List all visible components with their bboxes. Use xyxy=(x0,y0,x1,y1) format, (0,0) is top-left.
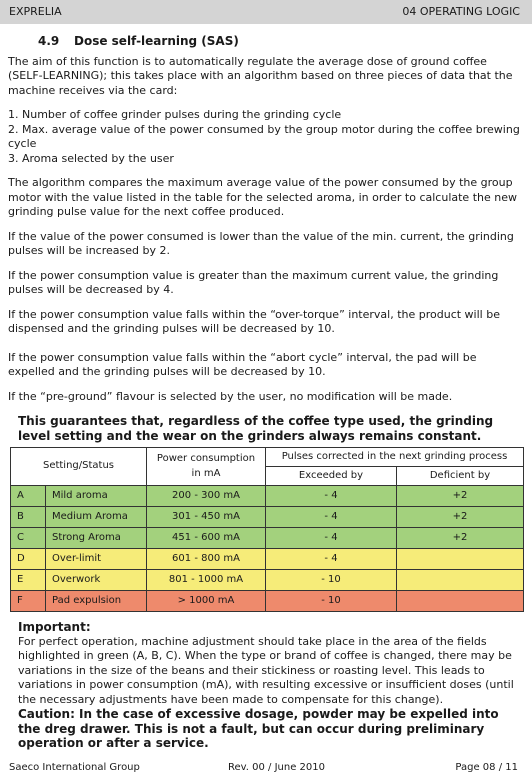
paragraph-abort-cycle: If the power consumption value falls within the “abort cycle” interval, the pad will be expelled and the grinding pulses will be decreased by 10. xyxy=(8,350,477,378)
cell-setting: Over-limit xyxy=(46,549,147,570)
header-pulses: Pulses corrected in the next grinding process xyxy=(266,448,524,467)
header-setting: Setting/Status xyxy=(11,448,147,486)
list-item: 2. Max. average value of the power consumed by the group motor during the coffee brewing cycle xyxy=(8,122,520,150)
guarantee-statement: This guarantees that, regardless of the coffee type used, the grinding level setting and the wear on the grinders always remains constant. xyxy=(18,414,494,443)
table-row xyxy=(11,549,524,570)
data-list xyxy=(8,108,524,166)
paragraph-pre-ground: If the “pre-ground” flavour is selected by the user, no modification will be made. xyxy=(8,389,453,403)
cell-letter: B xyxy=(11,507,46,528)
table-row xyxy=(11,591,524,612)
paragraph-algorithm: The algorithm compares the maximum average value of the power consumed by the group motor with the value listed in the table for the selected aroma, in order to calculate the new grinding pulse value for the next coffee produced. xyxy=(8,176,517,218)
cell-letter: A xyxy=(11,486,46,507)
cell-setting: Medium Aroma xyxy=(46,507,147,528)
cell-exceeded: - 10 xyxy=(266,570,397,591)
table-header-row xyxy=(11,448,524,467)
important-text: For perfect operation, machine adjustment should take place in the area of the fields highlighted in green (A, B, C). When the type or brand of coffee is changed, there may be variations in the size of the beans and their stickiness or roasting level. This leads to variations in power consumption (mA), with resulting excessive or insufficient doses (until the necessary adjustments have been made to compensate for this change). xyxy=(18,634,514,706)
footer-page-number: Page 08 / 11 xyxy=(455,762,518,773)
page-footer xyxy=(0,757,532,778)
cell-deficient: +2 xyxy=(397,507,524,528)
page-content xyxy=(8,34,524,751)
important-heading: Important: xyxy=(18,620,91,634)
cell-deficient xyxy=(397,549,524,570)
header-chapter: 04 OPERATING LOGIC xyxy=(402,5,520,18)
important-note xyxy=(18,620,524,751)
paragraph-max-current: If the power consumption value is greater than the maximum current value, the grinding pulses will be decreased by 4. xyxy=(8,268,499,296)
cell-power: 301 - 450 mA xyxy=(147,507,266,528)
cell-setting: Mild aroma xyxy=(46,486,147,507)
table-row xyxy=(11,486,524,507)
cell-exceeded: - 4 xyxy=(266,528,397,549)
sas-table xyxy=(10,447,524,612)
table-body xyxy=(11,486,524,612)
cell-exceeded: - 4 xyxy=(266,486,397,507)
cell-letter: D xyxy=(11,549,46,570)
cell-deficient xyxy=(397,591,524,612)
table-row xyxy=(11,528,524,549)
cell-exceeded: - 10 xyxy=(266,591,397,612)
footer-revision: Rev. 00 / June 2010 xyxy=(228,762,326,773)
cell-exceeded: - 4 xyxy=(266,507,397,528)
paragraph-min-current: If the value of the power consumed is lower than the value of the min. current, the grinding pulses will be increased by 2. xyxy=(8,229,514,257)
cell-letter: F xyxy=(11,591,46,612)
cell-letter: C xyxy=(11,528,46,549)
header-deficient: Deficient by xyxy=(397,467,524,486)
page-header xyxy=(0,0,532,24)
cell-power: 801 - 1000 mA xyxy=(147,570,266,591)
cell-deficient xyxy=(397,570,524,591)
header-exceeded: Exceeded by xyxy=(266,467,397,486)
cell-exceeded: - 4 xyxy=(266,549,397,570)
section-number: 4.9 xyxy=(38,34,60,48)
intro-paragraph: The aim of this function is to automatically regulate the average dose of ground coffee (SELF-LEARNING); this takes place with an algorithm based on three pieces of data that the machine receives via the card: xyxy=(8,54,513,97)
caution-text: Caution: In the case of excessive dosage, powder may be expelled into the dreg drawer. This is not a fault, but can occur during preliminary operation or after a service. xyxy=(18,707,499,750)
cell-deficient: +2 xyxy=(397,486,524,507)
list-item: 1. Number of coffee grinder pulses during the grinding cycle xyxy=(8,108,342,121)
paragraph-over-torque: If the power consumption value falls within the “over-torque” interval, the product will be dispensed and the grinding pulses will be decreased by 10. xyxy=(8,307,500,335)
table-row xyxy=(11,570,524,591)
footer-company: Saeco International Group xyxy=(9,762,140,773)
cell-letter: E xyxy=(11,570,46,591)
cell-power: 451 - 600 mA xyxy=(147,528,266,549)
section-title xyxy=(38,34,524,49)
cell-power: > 1000 mA xyxy=(147,591,266,612)
cell-power: 601 - 800 mA xyxy=(147,549,266,570)
cell-setting: Overwork xyxy=(46,570,147,591)
table-row xyxy=(11,507,524,528)
cell-deficient: +2 xyxy=(397,528,524,549)
header-product: EXPRELIA xyxy=(9,5,62,18)
cell-power: 200 - 300 mA xyxy=(147,486,266,507)
cell-setting: Pad expulsion xyxy=(46,591,147,612)
cell-setting: Strong Aroma xyxy=(46,528,147,549)
header-power: Power consumption in mA xyxy=(147,448,266,486)
list-item: 3. Aroma selected by the user xyxy=(8,151,174,165)
section-heading: Dose self-learning (SAS) xyxy=(74,34,239,48)
